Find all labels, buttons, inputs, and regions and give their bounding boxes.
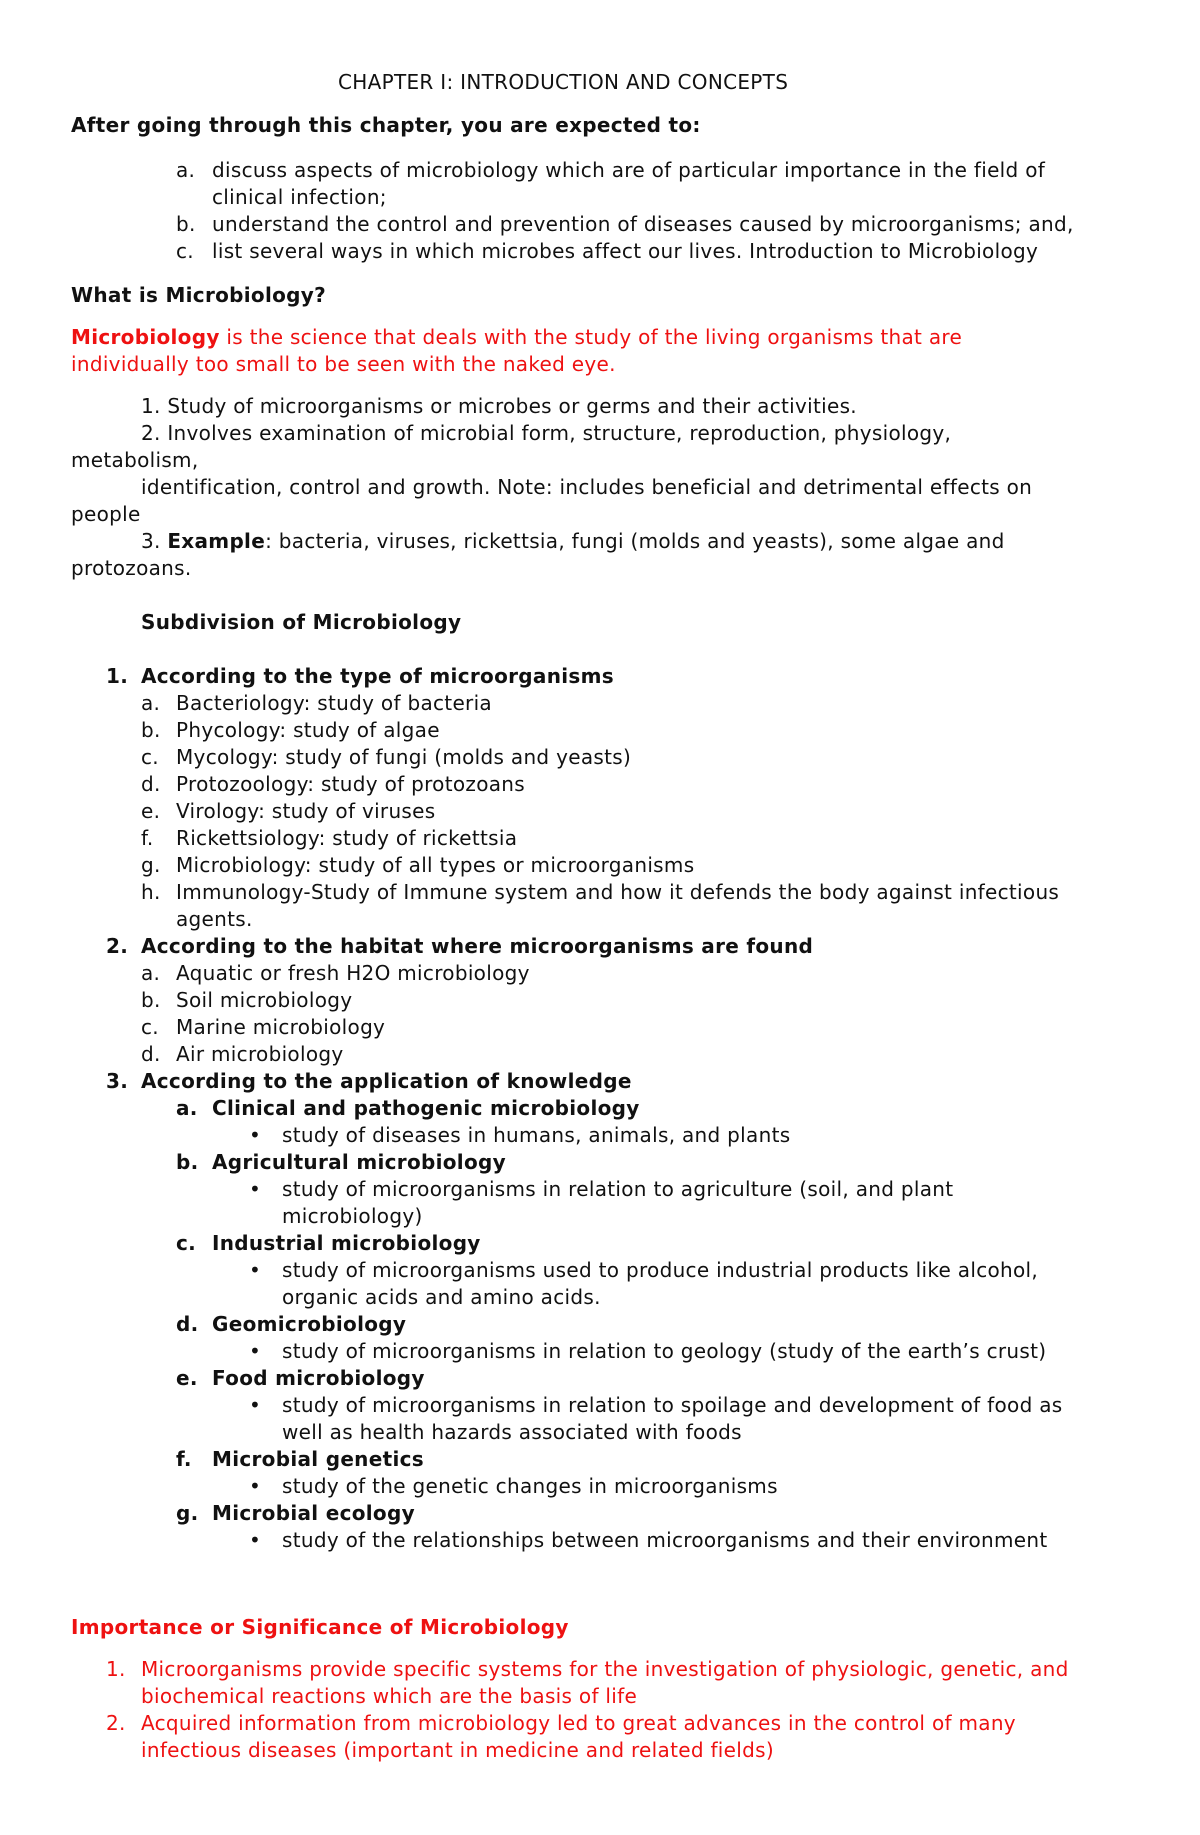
- objective-marker: a.: [176, 158, 196, 182]
- section-title: According to the habitat where microorganisms are found: [141, 934, 814, 958]
- subsection-title: Agricultural microbiology: [212, 1150, 506, 1174]
- subsection-marker: d.: [176, 1312, 199, 1336]
- subsection-title: Industrial microbiology: [212, 1231, 481, 1255]
- list-item: Air microbiology: [176, 1042, 344, 1066]
- what-is-point: 2. Involves examination of microbial form, structure, reproduction, physiology,: [141, 421, 952, 445]
- list-item: Rickettsiology: study of rickettsia: [176, 826, 518, 850]
- importance-text: biochemical reactions which are the basis of life: [141, 1684, 638, 1708]
- point-number: 3.: [141, 529, 168, 553]
- bullet-icon: •: [249, 1177, 262, 1201]
- importance-text: infectious diseases (important in medicine and related fields): [141, 1738, 774, 1762]
- objective-text: understand the control and prevention of diseases caused by microorganisms; and,: [212, 212, 1074, 236]
- objective-text: clinical infection;: [212, 185, 387, 209]
- bullet-icon: •: [249, 1258, 262, 1282]
- subsection-marker: f.: [176, 1447, 192, 1471]
- list-item: agents.: [176, 907, 253, 931]
- what-is-point: metabolism,: [71, 448, 199, 472]
- bullet-icon: •: [249, 1528, 262, 1552]
- section-marker: 2.: [106, 934, 129, 958]
- list-marker: h.: [141, 880, 161, 904]
- list-marker: f.: [141, 826, 154, 850]
- bullet-icon: •: [249, 1339, 262, 1363]
- bullet-icon: •: [249, 1393, 262, 1417]
- chapter-title: CHAPTER I: INTRODUCTION AND CONCEPTS: [338, 70, 789, 94]
- list-item: Aquatic or fresh H2O microbiology: [176, 961, 530, 985]
- subsection-title: Microbial ecology: [212, 1501, 415, 1525]
- list-marker: c.: [141, 1015, 159, 1039]
- objective-text: list several ways in which microbes affect our lives. Introduction to Microbiology: [212, 239, 1039, 263]
- objective-marker: b.: [176, 212, 196, 236]
- subsection-title: Clinical and pathogenic microbiology: [212, 1096, 640, 1120]
- what-is-point: 1. Study of microorganisms or microbes or germs and their activities.: [141, 394, 857, 418]
- bullet-text: microbiology): [282, 1204, 423, 1228]
- list-marker: c.: [141, 745, 159, 769]
- section-title: According to the application of knowledge: [141, 1069, 632, 1093]
- bullet-text: study of microorganisms in relation to spoilage and development of food as: [282, 1393, 1063, 1417]
- subsection-title: Food microbiology: [212, 1366, 425, 1390]
- what-is-point: protozoans.: [71, 556, 192, 580]
- section-title: According to the type of microorganisms: [141, 664, 614, 688]
- bullet-text: study of microorganisms in relation to agriculture (soil, and plant: [282, 1177, 954, 1201]
- bullet-icon: •: [249, 1474, 262, 1498]
- subsection-marker: a.: [176, 1096, 198, 1120]
- bullet-text: organic acids and amino acids.: [282, 1285, 601, 1309]
- list-item: Soil microbiology: [176, 988, 353, 1012]
- what-is-point: people: [71, 502, 141, 526]
- importance-text: Microorganisms provide specific systems for the investigation of physiologic, genetic, and: [141, 1657, 1069, 1681]
- what-is-heading: What is Microbiology?: [71, 283, 327, 307]
- list-item: Immunology-Study of Immune system and how it defends the body against infectious: [176, 880, 1060, 904]
- objective-text: discuss aspects of microbiology which are of particular importance in the field of: [212, 158, 1046, 182]
- definition-line: [71, 324, 962, 351]
- bullet-text: study of microorganisms used to produce industrial products like alcohol,: [282, 1258, 1039, 1282]
- subsection-marker: g.: [176, 1501, 199, 1525]
- list-item: Mycology: study of fungi (molds and yeasts): [176, 745, 632, 769]
- definition-term: Microbiology: [71, 325, 220, 349]
- subsection-marker: c.: [176, 1231, 197, 1255]
- list-item: Marine microbiology: [176, 1015, 386, 1039]
- section-marker: 1.: [106, 664, 129, 688]
- list-marker: g.: [141, 853, 161, 877]
- importance-heading: Importance or Significance of Microbiology: [71, 1615, 569, 1639]
- subsection-marker: e.: [176, 1366, 198, 1390]
- example-label: Example: [167, 529, 266, 553]
- list-marker: a.: [141, 691, 161, 715]
- importance-text: Acquired information from microbiology led to great advances in the control of many: [141, 1711, 1016, 1735]
- objective-marker: c.: [176, 239, 194, 263]
- list-item: Protozoology: study of protozoans: [176, 772, 525, 796]
- objectives-lead: After going through this chapter, you are expected to:: [71, 113, 701, 137]
- list-marker: d.: [141, 1042, 161, 1066]
- list-marker: b.: [141, 718, 161, 742]
- subsection-marker: b.: [176, 1150, 199, 1174]
- subsection-title: Geomicrobiology: [212, 1312, 407, 1336]
- subdivision-heading: Subdivision of Microbiology: [141, 610, 462, 634]
- section-marker: 3.: [106, 1069, 129, 1093]
- subsection-title: Microbial genetics: [212, 1447, 424, 1471]
- bullet-text: study of diseases in humans, animals, and plants: [282, 1123, 791, 1147]
- list-item: Microbiology: study of all types or microorganisms: [176, 853, 695, 877]
- list-item: Virology: study of viruses: [176, 799, 436, 823]
- list-item: Phycology: study of algae: [176, 718, 440, 742]
- list-marker: a.: [141, 961, 161, 985]
- what-is-point: [141, 528, 1005, 555]
- list-marker: e.: [141, 799, 161, 823]
- bullet-text: well as health hazards associated with foods: [282, 1420, 742, 1444]
- list-marker: b.: [141, 988, 161, 1012]
- list-marker: d.: [141, 772, 161, 796]
- definition-text: is the science that deals with the study of the living organisms that are: [219, 325, 963, 349]
- what-is-point: identification, control and growth. Note: includes beneficial and detrimental effects on: [141, 475, 1033, 499]
- bullet-text: study of the relationships between microorganisms and their environment: [282, 1528, 1048, 1552]
- bullet-text: study of microorganisms in relation to geology (study of the earth’s crust): [282, 1339, 1047, 1363]
- importance-marker: 2.: [106, 1711, 126, 1735]
- list-item: Bacteriology: study of bacteria: [176, 691, 492, 715]
- importance-marker: 1.: [106, 1657, 126, 1681]
- definition-text: individually too small to be seen with the naked eye.: [71, 352, 616, 376]
- bullet-icon: •: [249, 1123, 262, 1147]
- example-text: : bacteria, viruses, rickettsia, fungi (molds and yeasts), some algae and: [265, 529, 1005, 553]
- bullet-text: study of the genetic changes in microorganisms: [282, 1474, 778, 1498]
